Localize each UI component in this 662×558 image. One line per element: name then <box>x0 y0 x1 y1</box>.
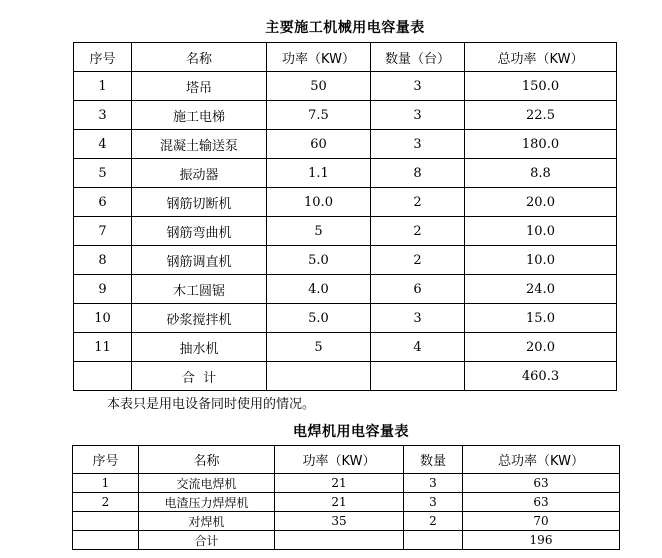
cell-total: 150.0 <box>465 72 617 101</box>
cell-empty <box>275 531 404 550</box>
cell-index: 3 <box>74 101 132 130</box>
table-row <box>73 493 620 512</box>
table2-title: 电焊机用电容量表 <box>293 424 409 440</box>
table-row <box>74 217 617 246</box>
welder-power-table <box>72 445 620 550</box>
cell-qty: 3 <box>404 474 463 493</box>
cell-index: 6 <box>74 188 132 217</box>
header-cell: 序号 <box>74 43 132 72</box>
cell-total: 15.0 <box>465 304 617 333</box>
header-cell: 名称 <box>132 43 267 72</box>
table-row <box>74 304 617 333</box>
cell-empty <box>371 362 465 391</box>
cell-qty: 3 <box>371 304 465 333</box>
header-cell: 总功率（KW） <box>463 446 620 474</box>
cell-qty: 6 <box>371 275 465 304</box>
cell-name: 对焊机 <box>139 512 275 531</box>
cell-power: 4.0 <box>267 275 371 304</box>
cell-index: 2 <box>73 493 139 512</box>
cell-total: 24.0 <box>465 275 617 304</box>
table-note: 本表只是用电设备同时使用的情况。 <box>107 397 316 412</box>
cell-total: 180.0 <box>465 130 617 159</box>
cell-total: 22.5 <box>465 101 617 130</box>
table-row <box>73 512 620 531</box>
total-value: 460.3 <box>465 362 617 391</box>
cell-total: 20.0 <box>465 333 617 362</box>
table-row <box>74 72 617 101</box>
cell-power: 5.0 <box>267 304 371 333</box>
cell-empty <box>73 531 139 550</box>
cell-name: 木工圆锯 <box>132 275 267 304</box>
cell-index: 8 <box>74 246 132 275</box>
cell-name: 抽水机 <box>132 333 267 362</box>
cell-name: 振动器 <box>132 159 267 188</box>
cell-qty: 4 <box>371 333 465 362</box>
cell-power: 10.0 <box>267 188 371 217</box>
cell-empty <box>404 531 463 550</box>
cell-name: 交流电焊机 <box>139 474 275 493</box>
cell-power: 5 <box>267 217 371 246</box>
header-cell: 名称 <box>139 446 275 474</box>
header-cell: 数量（台） <box>371 43 465 72</box>
machinery-power-table <box>73 42 617 391</box>
cell-power: 21 <box>275 493 404 512</box>
cell-empty <box>267 362 371 391</box>
cell-qty: 2 <box>371 246 465 275</box>
cell-qty: 2 <box>371 188 465 217</box>
cell-total: 10.0 <box>465 246 617 275</box>
total-label: 合 计 <box>132 362 267 391</box>
header-cell: 序号 <box>73 446 139 474</box>
cell-name: 钢筋切断机 <box>132 188 267 217</box>
table1-title: 主要施工机械用电容量表 <box>265 20 425 36</box>
table-row <box>74 159 617 188</box>
cell-index <box>73 512 139 531</box>
cell-total: 20.0 <box>465 188 617 217</box>
cell-qty: 2 <box>404 512 463 531</box>
cell-power: 1.1 <box>267 159 371 188</box>
cell-index: 10 <box>74 304 132 333</box>
cell-name: 混凝土输送泵 <box>132 130 267 159</box>
cell-index: 5 <box>74 159 132 188</box>
cell-power: 5.0 <box>267 246 371 275</box>
cell-index: 1 <box>74 72 132 101</box>
cell-qty: 3 <box>404 493 463 512</box>
cell-power: 60 <box>267 130 371 159</box>
table-row <box>74 246 617 275</box>
cell-power: 21 <box>275 474 404 493</box>
table-total-row <box>73 531 620 550</box>
cell-qty: 3 <box>371 101 465 130</box>
header-cell: 功率（KW） <box>267 43 371 72</box>
table-row <box>74 130 617 159</box>
cell-name: 钢筋调直机 <box>132 246 267 275</box>
cell-power: 35 <box>275 512 404 531</box>
table-row <box>74 275 617 304</box>
table-header-row <box>74 43 617 72</box>
total-value: 196 <box>463 531 620 550</box>
cell-total: 63 <box>463 493 620 512</box>
cell-qty: 2 <box>371 217 465 246</box>
table-total-row <box>74 362 617 391</box>
cell-total: 10.0 <box>465 217 617 246</box>
header-cell: 总功率（KW） <box>465 43 617 72</box>
cell-total: 8.8 <box>465 159 617 188</box>
cell-index: 11 <box>74 333 132 362</box>
cell-name: 塔吊 <box>132 72 267 101</box>
cell-qty: 8 <box>371 159 465 188</box>
cell-empty <box>74 362 132 391</box>
table-row <box>74 101 617 130</box>
cell-index: 7 <box>74 217 132 246</box>
cell-qty: 3 <box>371 130 465 159</box>
cell-qty: 3 <box>371 72 465 101</box>
table-row <box>73 474 620 493</box>
total-label: 合计 <box>139 531 275 550</box>
cell-total: 70 <box>463 512 620 531</box>
cell-index: 1 <box>73 474 139 493</box>
cell-power: 50 <box>267 72 371 101</box>
header-cell: 数量 <box>404 446 463 474</box>
cell-name: 施工电梯 <box>132 101 267 130</box>
cell-name: 钢筋弯曲机 <box>132 217 267 246</box>
cell-name: 砂浆搅拌机 <box>132 304 267 333</box>
table-row <box>74 333 617 362</box>
table-row <box>74 188 617 217</box>
table-header-row <box>73 446 620 474</box>
cell-total: 63 <box>463 474 620 493</box>
header-cell: 功率（KW） <box>275 446 404 474</box>
cell-name: 电渣压力焊焊机 <box>139 493 275 512</box>
cell-index: 4 <box>74 130 132 159</box>
cell-power: 7.5 <box>267 101 371 130</box>
cell-power: 5 <box>267 333 371 362</box>
cell-index: 9 <box>74 275 132 304</box>
